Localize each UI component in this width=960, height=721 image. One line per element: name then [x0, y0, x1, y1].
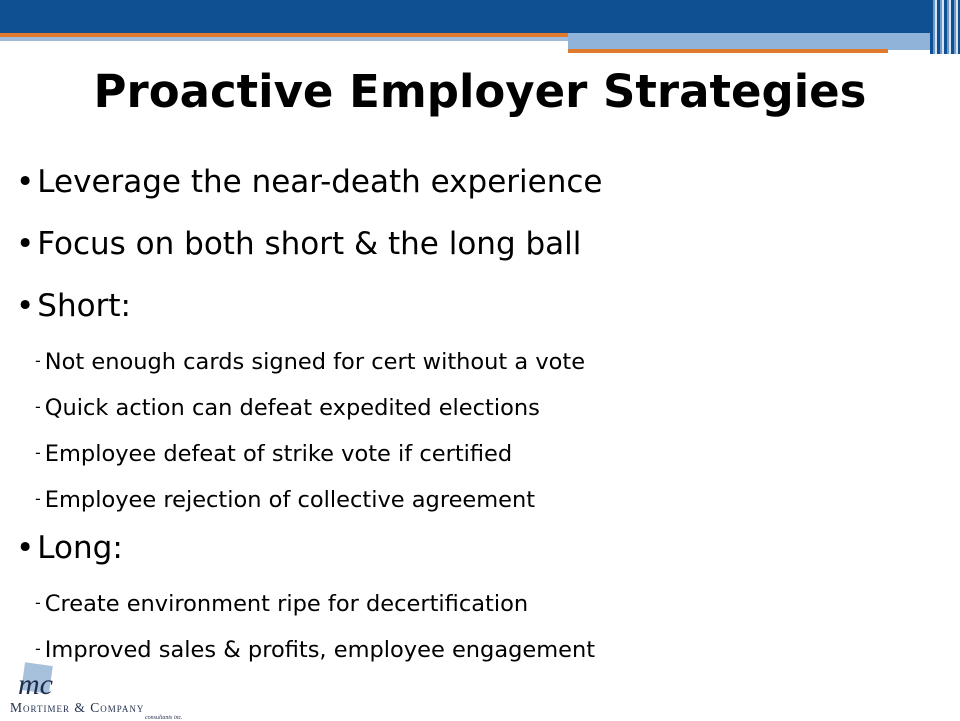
bullet-text: Focus on both short & the long ball — [37, 226, 582, 262]
slide-title: Proactive Employer Strategies — [93, 65, 867, 118]
header-right-accent-line — [568, 49, 888, 53]
bullet-icon: • — [16, 226, 35, 262]
sub-bullet-text: Employee rejection of collective agreement — [44, 487, 536, 513]
sub-bullet-item — [16, 586, 946, 620]
sub-bullet-text: Improved sales & profits, employee engagement — [44, 637, 596, 663]
dash-icon: - — [35, 639, 41, 658]
logo-company-name: Mortimer & Company — [10, 700, 145, 715]
bullet-icon: • — [16, 530, 35, 566]
header-bar — [0, 0, 930, 33]
company-logo — [10, 660, 200, 720]
dash-icon: - — [35, 489, 41, 508]
bullet-text: Long: — [37, 530, 123, 566]
header-stripes — [930, 0, 960, 54]
bullet-icon: • — [16, 288, 35, 324]
logo-mark-icon — [14, 660, 58, 704]
header-right-block — [568, 33, 930, 50]
dash-icon: - — [35, 351, 41, 370]
bullet-text: Leverage the near-death experience — [37, 164, 603, 200]
sub-bullet-text: Employee defeat of strike vote if certified — [44, 441, 513, 467]
dash-icon: - — [35, 443, 41, 462]
dash-icon: - — [35, 593, 41, 612]
sub-bullet-item — [16, 390, 946, 424]
bullet-icon: • — [16, 164, 35, 200]
sub-bullet-item — [16, 436, 946, 470]
sub-bullet-text: Not enough cards signed for cert without a vote — [44, 349, 586, 375]
bullet-item — [16, 220, 946, 268]
bullet-item — [16, 282, 946, 330]
dash-icon: - — [35, 397, 41, 416]
sub-bullet-item — [16, 482, 946, 516]
bullet-item — [16, 158, 946, 206]
sub-bullet-text: Create environment ripe for decertification — [44, 591, 529, 617]
sub-bullet-item — [16, 344, 946, 378]
sub-bullet-text: Quick action can defeat expedited elections — [44, 395, 540, 421]
bullet-text: Short: — [37, 288, 131, 324]
header-light-line — [0, 37, 568, 41]
bullet-item — [16, 524, 946, 572]
logo-subtitle: consultants inc. — [145, 715, 183, 721]
logo-mark-text: mc — [18, 668, 53, 701]
bullet-list — [16, 158, 946, 678]
